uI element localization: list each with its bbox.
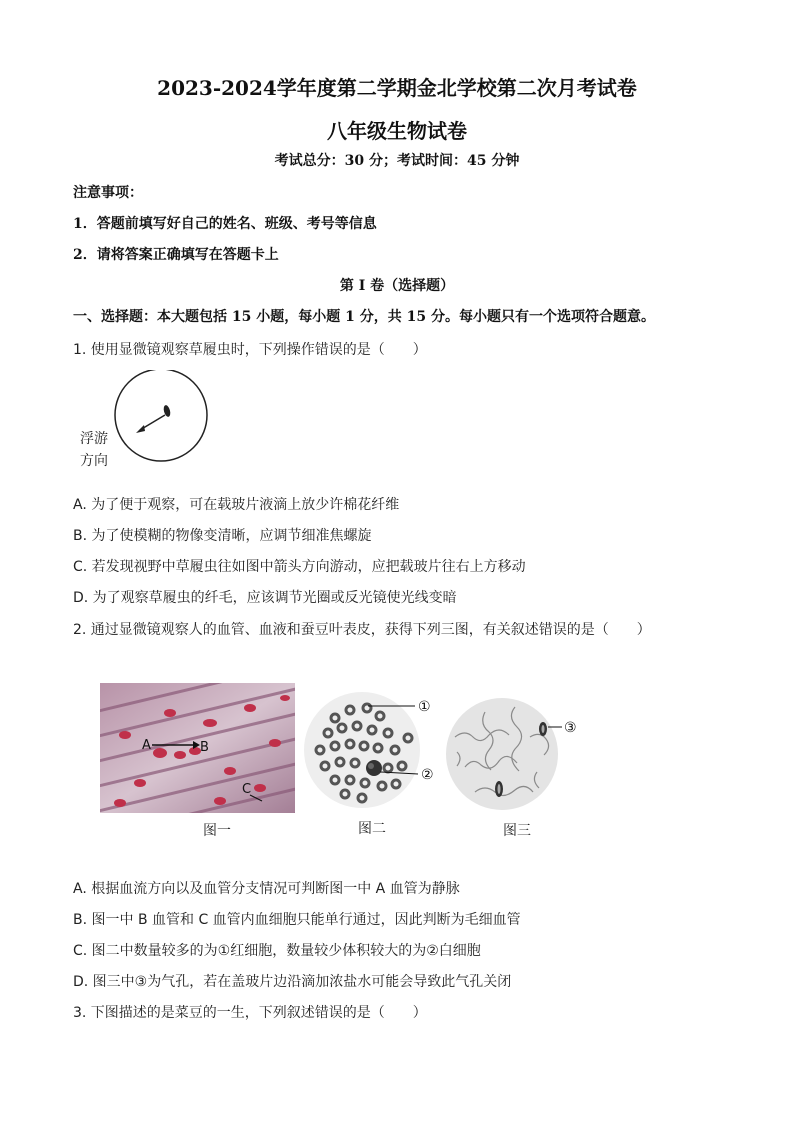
arrow-head bbox=[136, 425, 145, 433]
question-2-option-d: D. 图三中③为气孔，若在盖玻片边沿滴加浓盐水可能会导致此气孔关闭 bbox=[73, 974, 512, 990]
figure-3-caption: 图三 bbox=[503, 823, 531, 839]
blood-smear-micrograph bbox=[300, 688, 445, 813]
figure-1-caption: 图一 bbox=[203, 823, 231, 839]
figure-3-leaf-epidermis bbox=[445, 697, 585, 812]
exam-subtitle: 八年级生物试卷 bbox=[327, 119, 467, 143]
svg-text:B: B bbox=[200, 740, 209, 755]
question-3-stem: 3. 下图描述的是菜豆的一生，下列叙述错误的是（ ） bbox=[73, 1005, 427, 1021]
svg-text:A: A bbox=[142, 738, 151, 753]
vessel-micrograph bbox=[100, 683, 295, 813]
section-instruction: 一、选择题：本大题包括 15 小题，每小题 1 分，共 15 分。每小题只有一个选项符合题意。 bbox=[73, 309, 655, 325]
note-item-1: 1．答题前填写好自己的姓名、班级、考号等信息 bbox=[73, 216, 377, 232]
figure-2-caption: 图二 bbox=[358, 821, 386, 837]
notes-heading: 注意事项： bbox=[73, 185, 143, 201]
figure-1-vessels bbox=[100, 683, 295, 813]
svg-text:C: C bbox=[242, 782, 252, 797]
question-2-option-b: B. 图一中 B 血管和 C 血管内血细胞只能单行通过，因此判断为毛细血管 bbox=[73, 912, 521, 928]
figure-2-blood-smear bbox=[300, 688, 445, 813]
svg-text:③: ③ bbox=[564, 720, 577, 736]
svg-text:①: ① bbox=[418, 699, 431, 715]
question-1-figure bbox=[78, 370, 218, 475]
note-item-2: 2．请将答案正确填写在答题卡上 bbox=[73, 247, 279, 263]
question-1-option-a: A. 为了便于观察，可在载玻片液滴上放少许棉花纤维 bbox=[73, 497, 400, 513]
question-1-stem: 1. 使用显微镜观察草履虫时，下列操作错误的是（ ） bbox=[73, 342, 427, 358]
question-2-option-c: C. 图二中数量较多的为①红细胞，数量较少体积较大的为②白细胞 bbox=[73, 943, 481, 959]
volume-heading: 第 I 卷（选择题） bbox=[339, 278, 455, 294]
exam-title: 2023-2024学年度第二学期金北学校第二次月考试卷 bbox=[157, 76, 637, 100]
field-of-view-circle bbox=[115, 370, 207, 461]
leaf-epidermis-micrograph bbox=[445, 697, 585, 812]
question-2-stem: 2. 通过显微镜观察人的血管、血液和蚕豆叶表皮，获得下列三图，有关叙述错误的是（ ） bbox=[73, 622, 651, 638]
exam-info: 考试总分：30 分；考试时间：45 分钟 bbox=[274, 153, 520, 169]
direction-label-line2: 方向 bbox=[80, 453, 108, 469]
question-2-option-a: A. 根据血流方向以及血管分支情况可判断图一中 A 血管为静脉 bbox=[73, 881, 460, 897]
direction-label-line1: 浮游 bbox=[80, 431, 108, 447]
question-1-option-b: B. 为了使模糊的物像变清晰，应调节细准焦螺旋 bbox=[73, 528, 372, 544]
question-1-option-c: C. 若发现视野中草履虫往如图中箭头方向游动，应把载玻片往右上方移动 bbox=[73, 559, 526, 575]
question-1-option-d: D. 为了观察草履虫的纤毛，应该调节光圈或反光镜使光线变暗 bbox=[73, 590, 457, 606]
svg-text:②: ② bbox=[421, 767, 434, 783]
